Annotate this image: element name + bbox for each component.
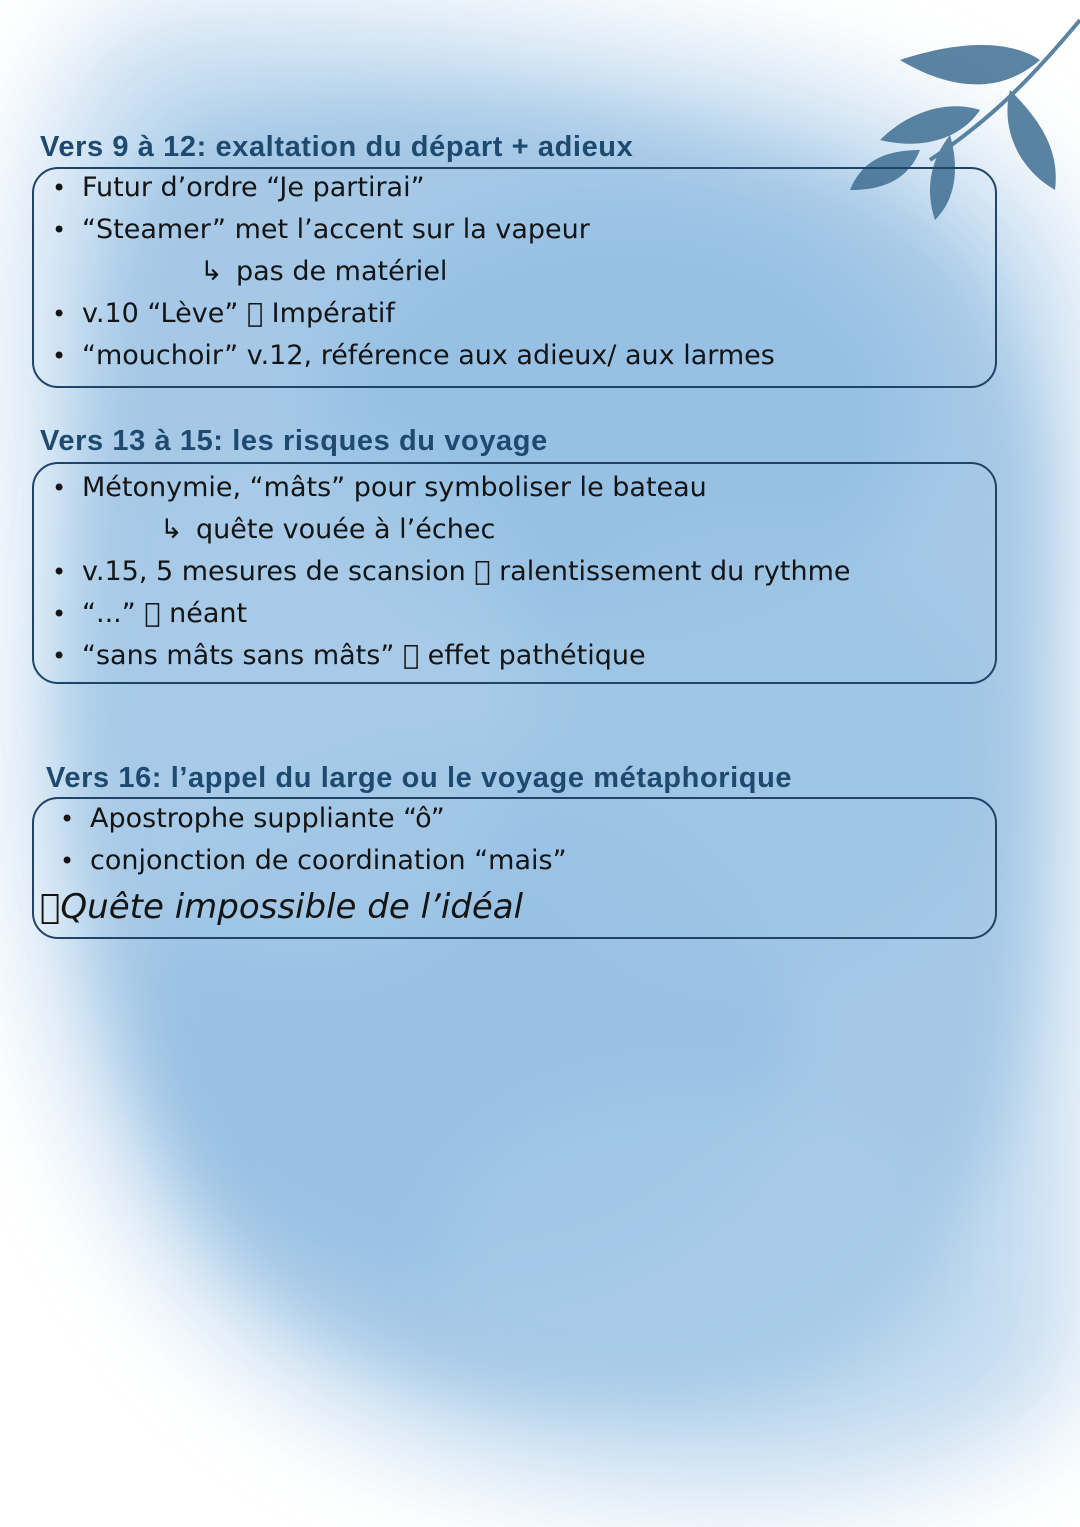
- list-item-text: pas de matériel: [236, 256, 448, 287]
- sub-list-item: [200, 256, 447, 287]
- bullet-icon: •: [60, 847, 75, 875]
- list-item-text: Futur d’ordre “Je partirai”: [82, 172, 425, 203]
- list-item: [60, 845, 567, 876]
- bullet-icon: •: [52, 216, 67, 244]
- list-item: [60, 803, 445, 834]
- list-item: [52, 472, 707, 503]
- bullet-icon: •: [52, 558, 67, 586]
- bullet-icon: •: [60, 805, 75, 833]
- section-heading-2: Vers 13 à 15: les risques du voyage: [40, 425, 548, 457]
- conclusion-text: Quête impossible de l’idéal: [60, 887, 524, 927]
- bullet-icon: •: [52, 474, 67, 502]
- list-item: [52, 172, 425, 203]
- list-item-text: Métonymie, “mâts” pour symboliser le bateau: [82, 472, 707, 503]
- list-item-text: Apostrophe suppliante “ô”: [90, 803, 445, 834]
- sub-list-item: [160, 514, 495, 545]
- sub-arrow-icon: ↳: [160, 514, 183, 545]
- list-item: [52, 340, 775, 371]
- list-item-text: v.10 “Lève” ￿ Impératif: [82, 298, 395, 329]
- list-item-text: “...” ￿ néant: [82, 598, 248, 629]
- bullet-icon: •: [52, 342, 67, 370]
- bullet-icon: •: [52, 174, 67, 202]
- list-item-text: v.15, 5 mesures de scansion ￿ ralentissement du rythme: [82, 556, 851, 587]
- list-item: [52, 298, 395, 329]
- conclusion-line: [40, 887, 523, 927]
- list-item-text: “sans mâts sans mâts” ￿ effet pathétique: [82, 640, 646, 671]
- sub-arrow-icon: ↳: [200, 256, 223, 287]
- bullet-icon: •: [52, 642, 67, 670]
- list-item: [52, 214, 590, 245]
- section-heading-3: Vers 16: l’appel du large ou le voyage métaphorique: [46, 762, 793, 794]
- list-item: [52, 640, 646, 671]
- list-item-text: conjonction de coordination “mais”: [90, 845, 567, 876]
- list-item-text: quête vouée à l’échec: [196, 514, 496, 545]
- list-item-text: “Steamer” met l’accent sur la vapeur: [82, 214, 590, 245]
- section-heading-1: Vers 9 à 12: exaltation du départ + adieux: [40, 131, 634, 163]
- missing-glyph-icon: ￿: [40, 887, 61, 927]
- list-item: [52, 598, 247, 629]
- list-item: [52, 556, 851, 587]
- bullet-icon: •: [52, 600, 67, 628]
- bullet-icon: •: [52, 300, 67, 328]
- list-item-text: “mouchoir” v.12, référence aux adieux/ aux larmes: [82, 340, 775, 371]
